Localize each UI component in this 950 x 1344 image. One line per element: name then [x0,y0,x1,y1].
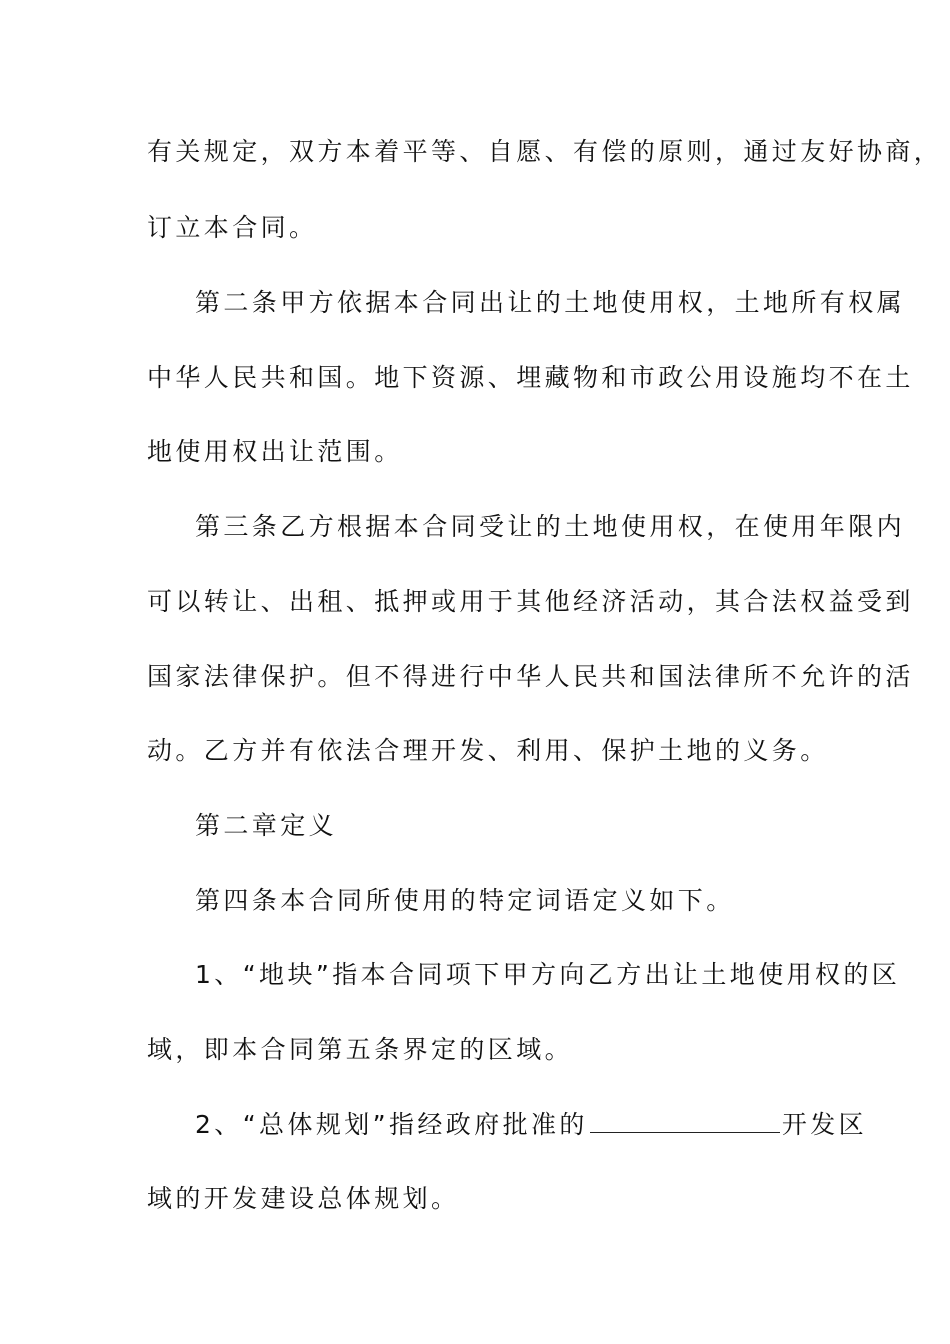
item2-prefix: 2、“总体规划”指经政府批准的 [195,1110,588,1139]
text-line: 1、“地块”指本合同项下甲方向乙方出让土地使用权的区 [195,960,901,989]
text-line: 可以转让、出租、抵押或用于其他经济活动，其合法权益受到 [147,587,914,616]
text-line-with-blank [195,1110,875,1140]
text-line: 地使用权出让范围。 [147,437,403,466]
text-line: 域的开发建设总体规划。 [147,1184,460,1213]
text-line: 有关规定，双方本着平等、自愿、有偿的原则，通过友好协商， [147,137,943,166]
text-line: 动。乙方并有依法合理开发、利用、保护土地的义务。 [147,736,829,765]
text-line: 国家法律保护。但不得进行中华人民共和国法律所不允许的活 [147,662,914,691]
chapter-heading: 第二章定义 [195,811,338,840]
text-line: 订立本合同。 [147,213,318,242]
text-line: 第二条甲方依据本合同出让的土地使用权，土地所有权属 [195,288,906,317]
text-line: 第三条乙方根据本合同受让的土地使用权，在使用年限内 [195,512,906,541]
text-line: 域，即本合同第五条界定的区域。 [147,1035,574,1064]
text-line: 第四条本合同所使用的特定词语定义如下。 [195,886,735,915]
text-line: 中华人民共和国。地下资源、埋藏物和市政公用设施均不在土 [147,363,914,392]
item2-suffix: 开发区 [781,1110,868,1139]
fill-in-blank [590,1110,780,1133]
